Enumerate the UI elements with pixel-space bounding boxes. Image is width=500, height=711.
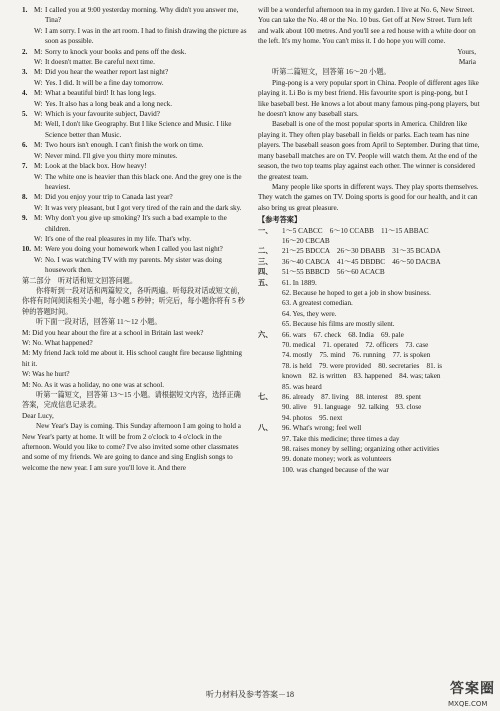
question-number: 9. [22, 214, 28, 223]
answer-section-label [258, 236, 282, 246]
dialogue-line [22, 78, 248, 88]
dialogue-line [22, 244, 248, 254]
answer-row [258, 226, 480, 236]
question-number: 4. [22, 89, 28, 98]
speaker: W: [34, 99, 43, 108]
left-column [22, 5, 248, 473]
dialogue-text: Were you doing your homework when I called you last night? [45, 245, 223, 254]
speaker: M: [34, 120, 43, 129]
answer-section-label [258, 434, 282, 444]
answer-text: 85. was heard [282, 382, 322, 391]
paragraph: M: No. As it was a holiday, no one was at school. [22, 380, 165, 389]
answer-text: 65. Because his films are mostly silent. [282, 320, 395, 329]
paragraph: Dear Lucy, [22, 411, 54, 420]
dialogue-text: Why don't you give up smoking? It's such a bad example to the children. [45, 214, 227, 233]
answer-text: 94. photos 95. next [282, 413, 343, 422]
speaker: M: [34, 89, 43, 98]
answer-section-label: 一、 [258, 226, 273, 235]
question-number [22, 203, 34, 213]
answer-text: 78. is held 79. were provided 80. secretaries 81. is [282, 361, 443, 370]
answer-section-label: 七、 [258, 393, 273, 402]
answer-text: 16～20 CBCAB [282, 236, 330, 245]
answer-text: 36～40 CABCA 41～45 DBDBC 46～50 DACBA [282, 257, 441, 266]
speaker: W: [34, 203, 43, 212]
answer-text: 70. medical 71. operated 72. officers 73. case [282, 341, 429, 349]
dialogue-text: I am sorry. I was in the art room. I had to finish drawing the picture as soon as possible. [45, 26, 247, 46]
answer-key-heading: 【参考答案】 [258, 216, 302, 225]
paragraph: M: Did you hear about the fire at a school in Britain last week? [22, 328, 204, 337]
paragraph: 听第一篇短文，回答第 13～15 小题。请根据短文内容，选择正确答案，完成信息记录表。 [22, 391, 241, 410]
answer-row [258, 330, 480, 340]
speaker: W: [34, 110, 43, 119]
answer-text: 66. wars 67. check 68. India 69. pale [282, 330, 404, 339]
dialogue-line [22, 203, 248, 213]
question-number [22, 151, 34, 161]
answer-section-label [258, 444, 282, 454]
answer-row [258, 402, 480, 412]
question-number: 3. [22, 68, 28, 77]
answer-row [258, 454, 480, 464]
answer-section-label [258, 402, 282, 412]
answer-row [258, 288, 480, 298]
paragraph: New Year's Day is coming. This Sunday afternoon I am going to hold a New Year's party at home. It will be from 2 o'clock to 4 o'clock in the afternoon. Would you like to come? I've also invited some other classmates and some of my friends. We are going to dance and sing English songs to welcome the new year. I am sure you'll love it. And there [22, 422, 241, 472]
paragraph: will be a wonderful afternoon tea in my garden. I live at No. 6, New Street. You can take the No. 48 or the No. 10 bus. Get off at New Street. Turn left and walk about 100 metres. And you'll see a red house with a white door on the left. It's my home. You can't miss it. I do hope you will come. [258, 6, 476, 46]
answer-section-label [258, 319, 282, 329]
answer-text: 90. alive 91. language 92. talking 93. close [282, 403, 422, 412]
answer-text: 62. Because he hoped to get a job in show business. [282, 288, 431, 297]
dialogue-text: Did you hear the weather report last night? [45, 68, 169, 77]
question-number [22, 255, 34, 276]
answer-row [258, 236, 480, 246]
question-number: 2. [22, 47, 28, 56]
speaker: M: [34, 141, 43, 150]
question-number: 8. [22, 193, 28, 202]
dialogue-text: Which is your favourite subject, David? [45, 110, 160, 119]
speaker: M: [34, 193, 43, 202]
answer-row [258, 382, 480, 392]
answer-text: 98. raises money by selling; organizing other activities [282, 445, 440, 454]
page-footer: 听力材料及参考答案－18 [206, 690, 294, 699]
answer-text: 21～25 BDCCA 26～30 DBABB 31～35 BCADA [282, 247, 441, 256]
dialogue-text: Did you enjoy your trip to Canada last year? [45, 193, 173, 202]
dialogue-line [22, 99, 248, 109]
paragraph: 你将听到一段对话和两篇短文，各听两遍。听每段对话或短文前，你将有时间阅读相关小题，每小题 5 秒钟；听完后，每小题你将有 5 秒钟的答题时间。 [22, 286, 245, 316]
speaker: M: [34, 214, 43, 223]
answer-section-label [258, 413, 282, 423]
watermark-logo [430, 681, 496, 708]
right-column [258, 5, 480, 475]
speaker: W: [34, 26, 43, 35]
answer-text: 51～55 BBBCD 56～60 ACACB [282, 268, 385, 277]
answer-row [258, 465, 480, 475]
answer-row [258, 309, 480, 319]
answer-section-label [258, 371, 282, 381]
dialogue-text: Never mind. I'll give you thirty more minutes. [45, 151, 178, 160]
dialogue-text: Yes. It also has a long beak and a long neck. [45, 99, 173, 108]
answer-row [258, 340, 480, 350]
answer-text: known 82. is written 83. happened 84. was; taken [282, 372, 441, 381]
dialogue-text: Two hours isn't enough. I can't finish the work on time. [45, 141, 204, 150]
watermark-url: MXQE.COM [448, 700, 488, 708]
question-number: 5. [22, 110, 28, 119]
question-number: 10. [22, 245, 31, 254]
answer-row [258, 444, 480, 454]
speaker: W: [34, 255, 43, 264]
answer-section-label [258, 465, 282, 475]
answer-section-label: 二、 [258, 247, 273, 256]
dialogue-line [22, 109, 248, 119]
question-number [22, 172, 34, 193]
paragraph: Maria [458, 58, 476, 67]
speaker: M: [34, 68, 43, 77]
answer-row [258, 434, 480, 444]
dialogue-line [22, 47, 248, 57]
dialogue-text: Sorry to knock your books and pens off the desk. [45, 47, 187, 56]
speaker: W: [34, 58, 43, 67]
paragraph: Baseball is one of the most popular sports in America. Children like playing it. They often play baseball in fields or parks. Each team has nine players. The baseball season goes from April to September. During that time, many baseball matches are on TV. People will watch them. At the end of the season, the two top teams play against each other. The winner is considered the greatest team. [258, 120, 480, 181]
answer-text: 63. A greatest comedian. [282, 299, 353, 308]
paragraph: W: Was he hurt? [22, 370, 70, 379]
dialogue-line [22, 88, 248, 98]
answer-section-label [258, 454, 282, 464]
dialogue-text: Look at the black box. How heavy! [45, 162, 147, 171]
answer-section-label: 五、 [258, 278, 273, 287]
answer-section-label [258, 309, 282, 319]
watermark-text: 答案圈 [450, 681, 495, 697]
answer-row [258, 371, 480, 381]
question-number [22, 119, 34, 140]
answer-text: 97. Take this medicine; three times a day [282, 434, 400, 443]
answer-section-label [258, 298, 282, 308]
answer-text: 100. was changed because of the war [282, 465, 389, 474]
paragraph: 听第二篇短文，回答第 16～20 小题。 [272, 68, 391, 77]
dialogue-line [22, 172, 248, 193]
question-number [22, 234, 34, 244]
speaker: W: [34, 172, 43, 181]
speaker: M: [34, 245, 43, 254]
paragraph: Yours, [457, 47, 476, 56]
answer-row [258, 423, 480, 433]
answer-text: 61. In 1889. [282, 278, 317, 287]
question-number: 6. [22, 141, 28, 150]
dialogue-line [22, 119, 248, 140]
answer-row [258, 319, 480, 329]
dialogue-text: It's one of the real pleasures in my life. That's why. [45, 234, 192, 243]
answer-section-label: 四、 [258, 268, 273, 277]
answer-row [258, 246, 480, 256]
answer-section-label [258, 361, 282, 371]
question-number [22, 78, 34, 88]
dialogue-line [22, 213, 248, 234]
paragraph: 第二部分 听对话和短文回答问题。 [22, 276, 138, 285]
dialogue-text: I called you at 9:00 yesterday morning. Why didn't you answer me, Tina? [45, 6, 239, 25]
dialogue-line [22, 57, 248, 67]
dialogue-line [22, 140, 248, 150]
answer-text: 99. donate money; work as volunteers [282, 455, 392, 464]
answer-row [258, 361, 480, 371]
paragraph: Ping-pong is a very popular sport in China. People of different ages like playing it. Li Bo is my best friend. His favourite sport is ping-pong, but I like baseball best. He knows a lot about many famous ping-pong players, but he doesn't know any baseball stars. [258, 78, 480, 119]
dialogue-text: Well, I don't like Geography. But I like Science and Music. I like Science better than Music. [45, 120, 232, 139]
answer-row [258, 267, 480, 277]
question-number [22, 26, 34, 47]
answer-row [258, 298, 480, 308]
answer-row [258, 413, 480, 423]
answer-text: 74. mostly 75. mind 76. running 77. is spoken [282, 351, 431, 360]
dialogue-line [22, 26, 248, 47]
answer-section-label: 六、 [258, 330, 273, 339]
speaker: M: [34, 6, 43, 14]
speaker: W: [34, 234, 43, 243]
paragraph: W: No. What happened? [22, 339, 93, 347]
paragraph: Many people like sports in different ways. They play sports themselves. They watch the games on TV. Doing sports is good for our health, and it can also bring us great pleasure. [258, 182, 479, 212]
paragraph: M: My friend Jack told me about it. His school caught fire because lightning hit it. [22, 349, 242, 368]
answer-section-label: 三、 [258, 257, 273, 266]
dialogue-text: What a beautiful bird! It has long legs. [45, 89, 156, 98]
dialogue-text: Yes. I did. It will be a fine day tomorrow. [45, 78, 164, 87]
answer-text: 86. already 87. living 88. interest 89. spent [282, 393, 421, 402]
answer-text: 64. Yes, they were. [282, 309, 337, 318]
dialogue-line [22, 255, 248, 276]
question-number: 1. [22, 6, 28, 14]
answer-section-label [258, 382, 282, 392]
dialogue-line [22, 161, 248, 171]
answer-row [258, 350, 480, 360]
question-number [22, 99, 34, 109]
answer-text: 96. What's wrong; feel well [282, 424, 362, 433]
dialogue-text: The white one is heavier than this black one. And the grey one is the heaviest. [45, 172, 242, 191]
dialogue-text: It doesn't matter. Be careful next time. [45, 58, 155, 67]
paragraph: 听下面一段对话，回答第 11～12 小题。 [36, 318, 162, 327]
dialogue-text: No. I was watching TV with my parents. My sister was doing housework then. [45, 255, 222, 275]
question-number: 7. [22, 162, 28, 171]
answer-section-label: 八、 [258, 424, 273, 433]
answer-section-label [258, 350, 282, 360]
answer-row [258, 392, 480, 402]
dialogue-line [22, 5, 248, 26]
answer-section-label [258, 340, 282, 350]
speaker: W: [34, 151, 43, 160]
answer-row [258, 257, 480, 267]
dialogue-text: It was very pleasant, but I got very tired of the rain and the dark sky. [45, 203, 242, 212]
speaker: W: [34, 78, 43, 87]
dialogue-line [22, 192, 248, 202]
dialogue-line [22, 67, 248, 77]
dialogue-line [22, 151, 248, 161]
dialogue-line [22, 234, 248, 244]
answer-section-label [258, 288, 282, 298]
speaker: M: [34, 162, 43, 171]
question-number [22, 57, 34, 67]
speaker: M: [34, 47, 43, 56]
answer-text: 1～5 CABCC 6～10 CCABB 11～15 ABBAC [282, 226, 429, 235]
answer-row [258, 278, 480, 288]
